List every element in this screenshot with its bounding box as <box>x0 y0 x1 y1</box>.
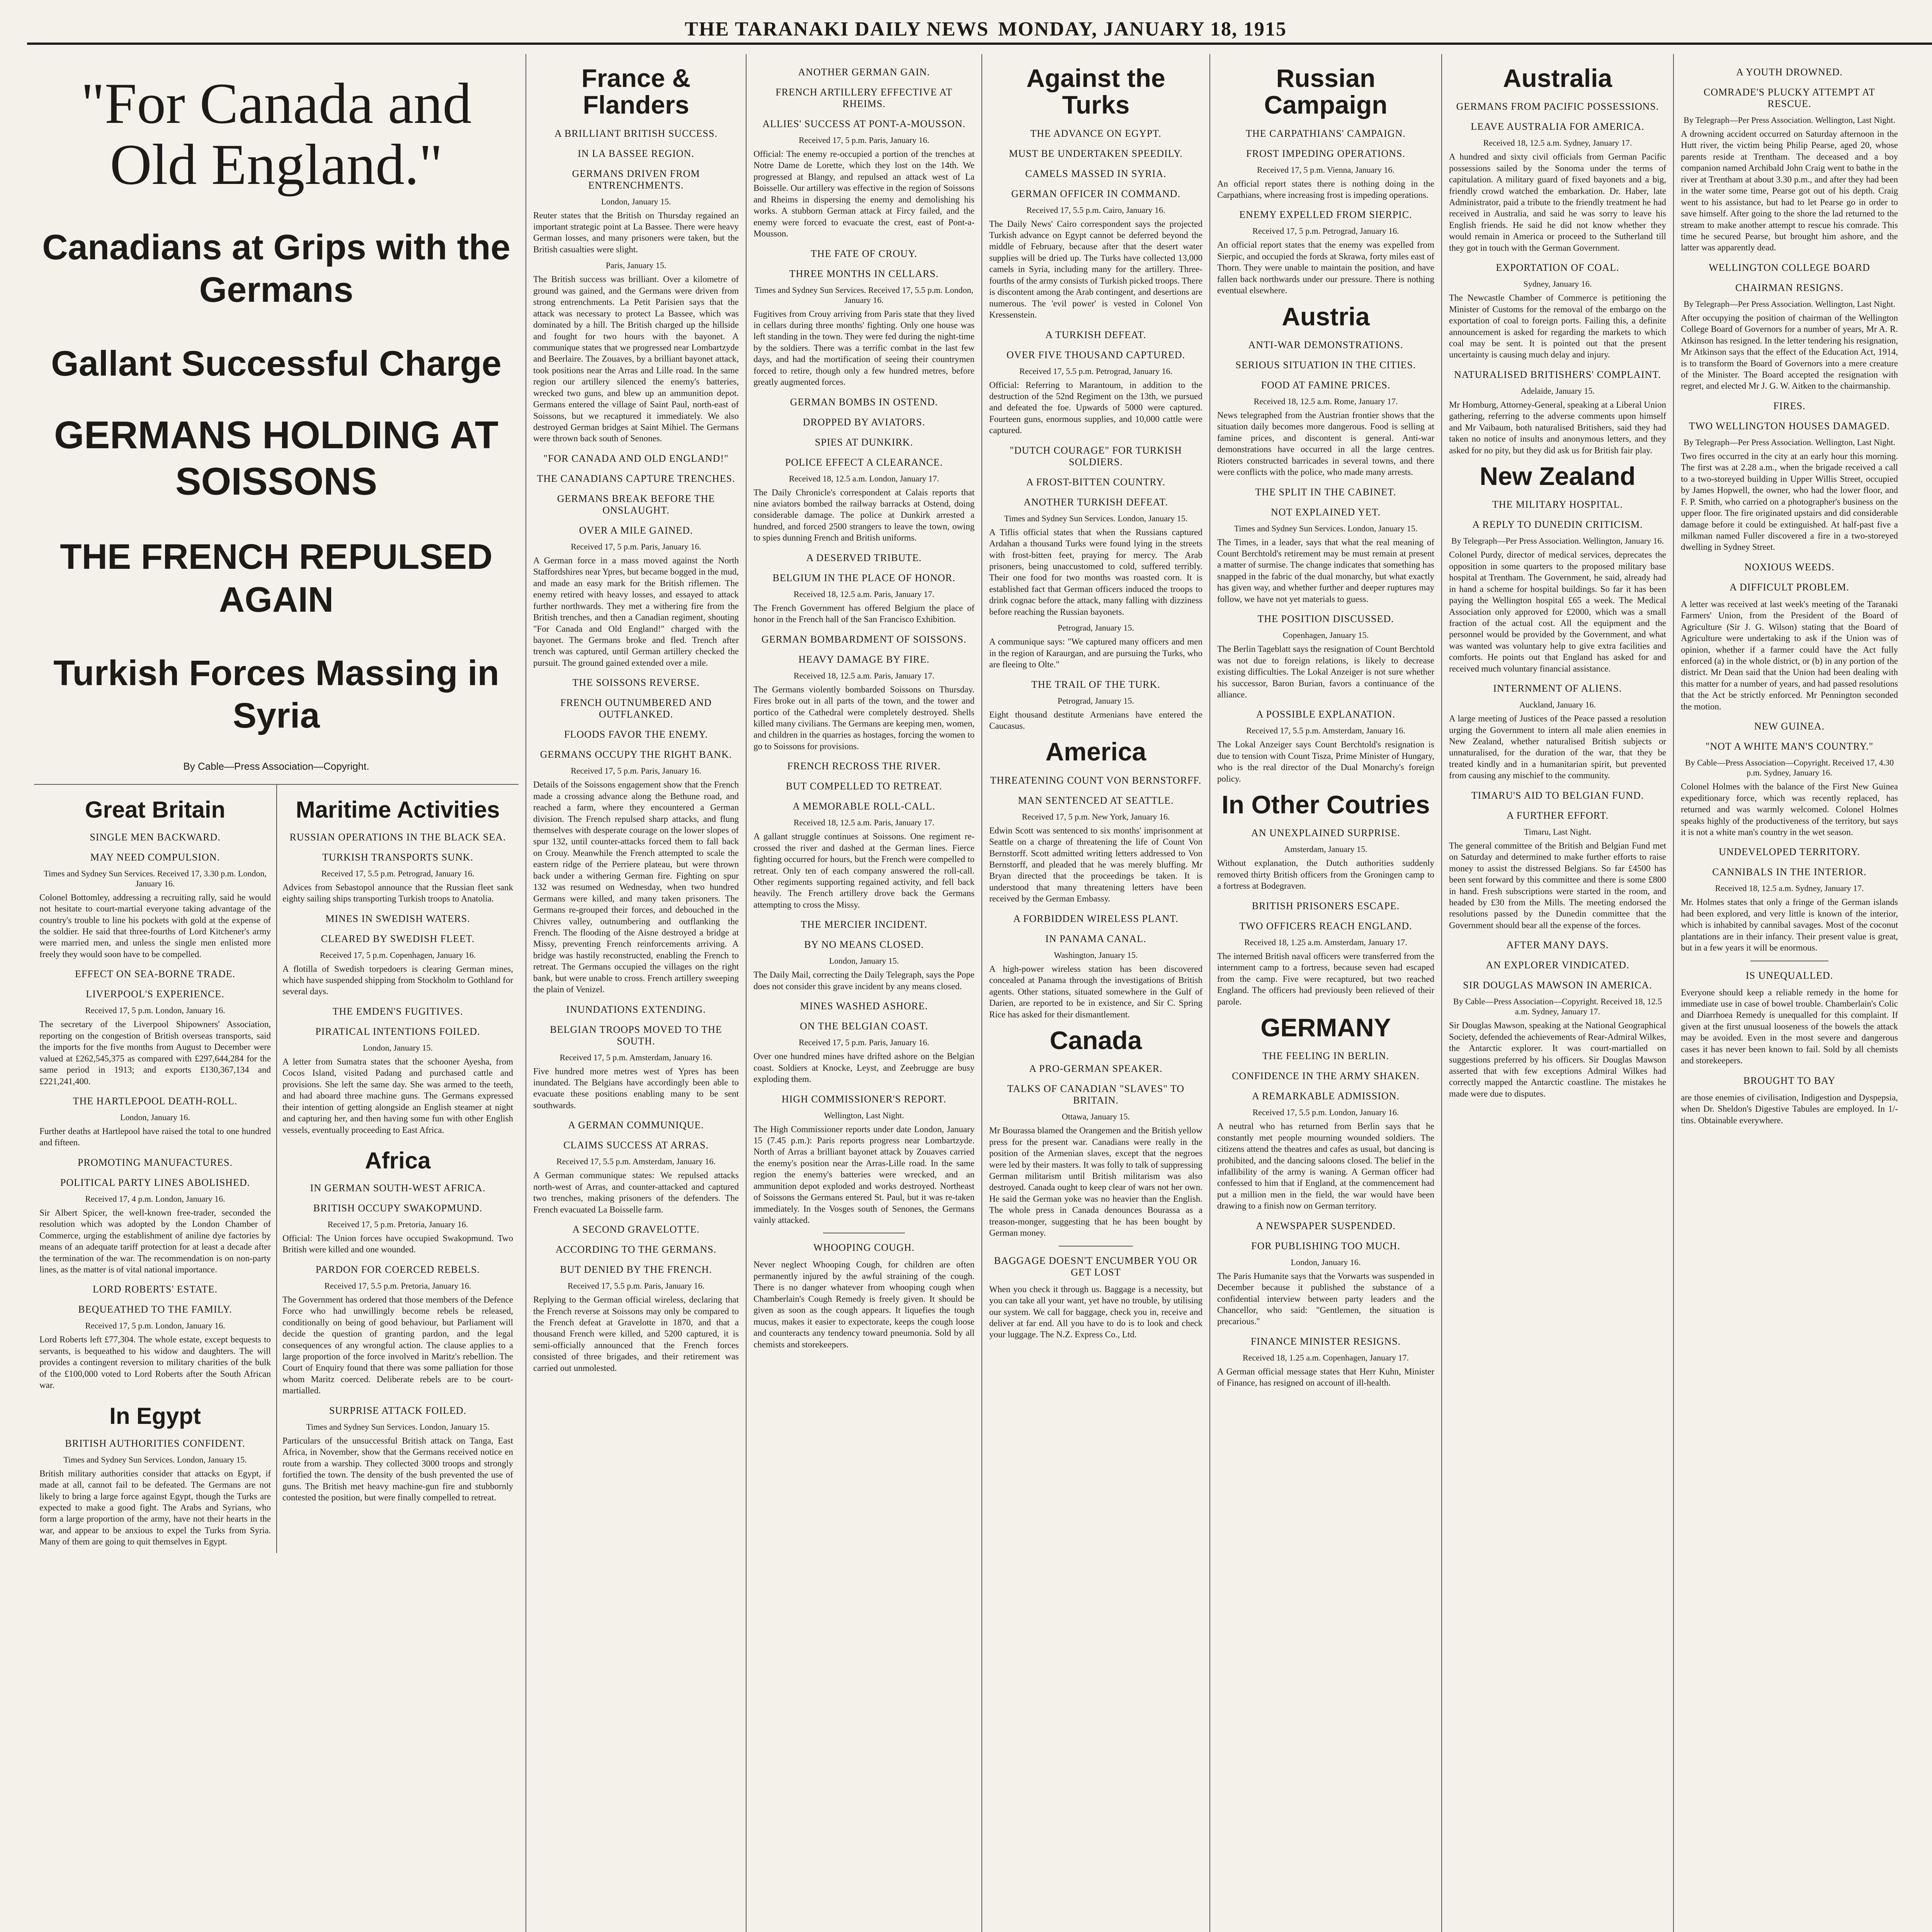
dateline: Received 17, 5 p.m. Pretoria, January 16. <box>327 1219 468 1229</box>
paper-name: THE TARANAKI DAILY NEWS <box>685 18 989 40</box>
subhead: THE CARPATHIANS' CAMPAIGN. <box>1246 128 1406 139</box>
section-title-maritime: Maritime Activities <box>296 796 500 823</box>
article-text: The French Government has offered Belgium the place of honor in the French hall of the San Francisco Exhibition. <box>753 603 975 624</box>
subhead: MINES WASHED ASHORE. <box>800 1000 928 1012</box>
subhead: THE SPLIT IN THE CABINET. <box>1255 486 1396 498</box>
dateline: Times and Sydney Sun Services. Received 17, 3.30 p.m. London, January 16. <box>44 868 267 888</box>
issue-date: MONDAY, JANUARY 18, 1915 <box>998 18 1287 40</box>
subhead: SERIOUS SITUATION IN THE CITIES. <box>1235 359 1416 371</box>
headline-canadians: Canadians at Grips with the Germans <box>42 228 510 310</box>
dateline: London, January 15. <box>601 196 671 206</box>
article-text: Two fires occurred in the city at an early hour this morning. The first was at 2.28 a.m., when the brigade received a call to a two-storeyed building in Upper Willis Street, occupied by James Hopwell, the owner, who had the lower floor, and F. P. Smith, who carried on a photographer's business on the upper floor. The fire originated upstairs and did considerable damage before it could be extinguished. At half-past five a milkman named Fuller discovered a fire in a two-storeyed dwelling in Sydney Street. <box>1681 451 1898 552</box>
subhead: MAN SENTENCED AT SEATTLE. <box>1018 794 1174 806</box>
subhead: RUSSIAN OPERATIONS IN THE BLACK SEA. <box>289 831 506 843</box>
dateline: Received 17, 5.5 p.m. London, January 16. <box>1252 1107 1399 1117</box>
article-text: A letter was received at last week's meeting of the Taranaki Farmers' Union, from the President of the Board of Agriculture (Sir J. G. Wilson) stating that the Board of Agriculture were undertaking to ask if the Union was of opinion, whether if a farmer could have the Act fully enforced (a) in the whole district, or (b) in any portion of the district. Mr Dean said that the Union had been dealing with this matter for a number of years, and had passed resolutions that the Act be strictly enforced. Mr Pennington seconded the motion. <box>1681 599 1898 711</box>
subhead: MUST BE UNDERTAKEN SPEEDILY. <box>1009 148 1183 159</box>
subhead: SURPRISE ATTACK FOILED. <box>329 1405 467 1416</box>
subhead: SIR DOUGLAS MAWSON IN AMERICA. <box>1463 980 1652 991</box>
article-text: The Government has ordered that those members of the Defence Force who had unwillingly become rebels be released, conditionally on being of good behaviour, but Parliament will decide the question of granting pardon, and the legal consequences of any wrongful action. The clause applies to a large proportion of the force involved in Maritz's rebellion. The Court of Enquiry found that there was some palliation for those whom Maritz coerced. Deliberate rebels are to be court-martialled. <box>282 1294 513 1396</box>
subhead: FRENCH OUTNUMBERED AND OUTFLANKED. <box>560 697 712 720</box>
article-text: Over one hundred mines have drifted ashore on the Belgian coast. Soldiers at Knocke, Leyst, and Zeebrugge are busy exploding them. <box>753 1051 975 1084</box>
article-text: A large meeting of Justices of the Peace passed a resolution urging the Government to intern all male alien enemies in New Zealand, whether naturalised British subjects or unnaturalised, for the duration of the war, that they be treated kindly and in a humanitarian spirit, but prevented from causing any mischief to the community. <box>1449 714 1666 781</box>
subhead: GERMANS OCCUPY THE RIGHT BANK. <box>540 749 732 760</box>
ad-headline: WHOOPING COUGH. <box>813 1242 915 1253</box>
subhead: BY NO MEANS CLOSED. <box>804 939 924 951</box>
article-text: A high-power wireless station has been discovered concealed at Panama through the investigations of British agents. Other stations, situated somewhere in the Gulf of Darien, are reported to be in existence, and Sir C. Spring Rice has asked for their dismantlement. <box>989 964 1202 1019</box>
subhead: PARDON FOR COERCED REBELS. <box>315 1264 480 1275</box>
subhead: BEQUEATHED TO THE FAMILY. <box>78 1304 232 1315</box>
subhead: "DUTCH COURAGE" FOR TURKISH SOLDIERS. <box>1010 444 1182 468</box>
subhead: GERMANS BREAK BEFORE THE ONSLAUGHT. <box>557 493 715 516</box>
subhead: IN GERMAN SOUTH-WEST AFRICA. <box>310 1182 486 1194</box>
article-text: An official report states there is nothing doing in the Carpathians, where increasing frost is impeding operations. <box>1217 179 1434 200</box>
dateline: Received 17, 5 p.m. London, January 16. <box>85 1005 225 1015</box>
subhead: COMRADE'S PLUCKY ATTEMPT AT RESCUE. <box>1703 87 1876 109</box>
dateline: Received 17, 5.5 p.m. Pretoria, January 16. <box>324 1281 471 1291</box>
article-text: Colonel Holmes with the balance of the First New Guinea expeditionary force, which was recently replaced, has returned and was warmly welcomed. Colonel Holmes speaks highly of the productiveness of the territory, but says it is not a white man's country in the wet season. <box>1681 782 1898 837</box>
subhead: CLEARED BY SWEDISH FLEET. <box>321 933 475 944</box>
section-title-other-countries: In Other Coutries <box>1221 790 1430 819</box>
subhead: ENEMY EXPELLED FROM SIERPIC. <box>1239 209 1412 221</box>
column-2 <box>526 54 746 1932</box>
subhead: A REPLY TO DUNEDIN CRITICISM. <box>1472 519 1643 531</box>
section-title-canada: Canada <box>1049 1026 1142 1054</box>
subhead: A PRO-GERMAN SPEAKER. <box>1029 1063 1163 1075</box>
dateline: Received 17, 5 p.m. London, January 16. <box>85 1321 225 1331</box>
dateline: Received 17, 5 p.m. Copenhagen, January 16. <box>320 950 476 960</box>
ad-headline: IS UNEQUALLED. <box>1745 969 1833 981</box>
subhead: A REMARKABLE ADMISSION. <box>1252 1090 1400 1102</box>
section-title-against-turks: Against the Turks <box>1026 64 1165 119</box>
subhead: CONFIDENCE IN THE ARMY SHAKEN. <box>1232 1070 1420 1082</box>
headline-charge: Gallant Successful Charge <box>51 344 502 383</box>
article-text: The Newcastle Chamber of Commerce is petitioning the Minister of Customs for the removal of the embargo on the exportation of coal to foreign ports. Failing this, a definite announcement is asked for regarding the markets to which coal may be sent. It is pointed out that the present uncertainty is causing much delay and injury. <box>1449 293 1666 360</box>
dateline: Received 17, 5.5 p.m. Petrograd, January 16. <box>321 868 474 878</box>
subhead: UNDEVELOPED TERRITORY. <box>1719 846 1860 858</box>
dateline: Times and Sydney Sun Services. London, January 15. <box>63 1454 247 1464</box>
dateline: Times and Sydney Sun Services. London, January 15. <box>306 1422 490 1432</box>
dateline: Received 17, 5 p.m. Vienna, January 16. <box>1257 165 1395 175</box>
article-text: Mr Homburg, Attorney-General, speaking at a Liberal Union gathering, referring to the adverse comments upon himself and Mr Vaibaum, both naturalised Britishers, said they had taken no notice of insults and anonymous letters, and they asked for no pity, but they did ask us for British fair play. <box>1449 400 1666 455</box>
subhead: ANTI-WAR DEMONSTRATIONS. <box>1248 339 1403 350</box>
subhead: THE FATE OF CROUY. <box>811 248 917 259</box>
subhead: "NOT A WHITE MAN'S COUNTRY." <box>1705 741 1874 752</box>
dateline: Amsterdam, January 15. <box>1284 844 1367 854</box>
dateline: By Telegraph—Per Press Association. Wellington, January 16. <box>1451 536 1664 546</box>
dateline: Received 17, 5 p.m. Paris, January 16. <box>571 766 701 776</box>
subhead: OVER A MILE GAINED. <box>579 524 693 536</box>
article-text: Colonel Purdy, director of medical services, deprecates the opposition in some quarters to the proposed military base hospital at Trentham. The Government, he said, already had in hand a scheme for hospital buildings. So far it has been paying the Wellington hospital £65 a week. The Medical Association only approved for £2000, which was a small fraction of the actual cost. All the equipment and the personnel would be provided by the Government, and what was wanted was voluntary help to give extra facilities and comforts. He points out that England has asked for and received much voluntary financial assistance. <box>1449 550 1666 673</box>
article-text: A drowning accident occurred on Saturday afternoon in the Hutt river, the victim being Philip Pearse, aged 20, whose parents reside at Trentham. The deceased and a boy companion named Archibald John Craig went to bathe in the river at Trentham at about 3.30 p.m., and after they had been in the water some time, Pearse got out of his depth. Craig went to his assistance, but had to let Pearse go in order to save himself. After going to the shore the lad returned to the stream to make another attempt to rescue his comrade. This time he secured Pearse, but brought him ashore, and the latter was apparently dead. <box>1681 129 1898 253</box>
article-text: The High Commissioner reports under date London, January 15 (7.45 p.m.): Paris reports progress near Lombartzyde. North of Arras a brilliant bayonet attack by Zouaves carried the enemy's position near the Arras-Lille road. In the same region the enemy's batteries were wrecked, and an ammunition depot exploded and works destroyed. Northeast of Soissons the Germans entered St. Paul, but it was re-taken immediately. In the Vosges south of Senones, the Germans vainly attacked. <box>753 1124 975 1225</box>
dateline: Received 18, 12.5 a.m. London, January 17. <box>789 473 939 483</box>
subhead: NOT EXPLAINED YET. <box>1271 506 1381 518</box>
subhead: THE FEELING IN BERLIN. <box>1262 1050 1389 1062</box>
dateline: By Telegraph—Per Press Association. Wellington, Last Night. <box>1684 115 1895 125</box>
subhead: POLICE EFFECT A CLEARANCE. <box>785 456 943 468</box>
subhead: A DESERVED TRIBUTE. <box>806 552 922 563</box>
subhead: FRENCH RECROSS THE RIVER. <box>787 760 941 772</box>
subhead: THE EMDEN'S FUGITIVES. <box>332 1005 463 1017</box>
section-title-great-britain: Great Britain <box>85 796 226 823</box>
main-headline: "For Canada and Old England." <box>81 71 472 197</box>
great-britain-column <box>34 785 276 1553</box>
article-text: A letter from Sumatra states that the schooner Ayesha, from Cocos Island, visited Padang and purchased cattle and provisions. She left the same day. She was armed to the teeth, and had aboard three machine guns. The Germans expressed their intention of getting alongside an English steamer at night and capturing her, and then having some fun with other English vessels, eventually proceeding to East Africa. <box>282 1056 513 1135</box>
dateline: Received 18, 12.5 a.m. Rome, January 17. <box>1253 396 1398 406</box>
ad-text: When you check it through us. Baggage is a necessity, but you can take all your want, yet have no trouble, by utilising our system. We call for baggage, check you in, receive and deliver at far end. All you have to do is to look and check your luggage. The N.Z. Express Co., Ltd. <box>989 1284 1202 1340</box>
subhead: THE MILITARY HOSPITAL. <box>1492 499 1623 510</box>
subhead: THREATENING COUNT VON BERNSTORFF. <box>990 774 1202 786</box>
dateline: Paris, January 15. <box>605 260 667 270</box>
dateline: Received 18, 1.25 a.m. Copenhagen, January 17. <box>1242 1352 1409 1362</box>
dateline: Received 18, 1.25 a.m. Amsterdam, January 17. <box>1244 937 1407 947</box>
column-1 <box>27 54 526 1932</box>
subhead: TWO OFFICERS REACH ENGLAND. <box>1239 920 1412 932</box>
subhead: THE MERCIER INCIDENT. <box>801 919 927 930</box>
subhead: AFTER MANY DAYS. <box>1506 939 1609 951</box>
article-text: Advices from Sebastopol announce that the Russian fleet sank eighty sailing ships transporting Turkish troops to Anatolia. <box>282 882 513 904</box>
subhead: NOXIOUS WEEDS. <box>1744 561 1835 573</box>
dateline: Received 17, 5.5 p.m. Petrograd, January 16. <box>1019 366 1172 376</box>
dateline: Received 17, 4 p.m. London, January 16. <box>85 1194 225 1204</box>
subhead: FOOD AT FAMINE PRICES. <box>1261 379 1391 391</box>
dateline: Wellington, Last Night. <box>824 1110 904 1120</box>
subhead: A FORBIDDEN WIRELESS PLANT. <box>1013 913 1179 924</box>
dateline: Received 17, 5 p.m. Paris, January 16. <box>799 1037 929 1048</box>
dateline: London, January 15. <box>829 956 899 966</box>
subhead: CANNIBALS IN THE INTERIOR. <box>1712 866 1867 878</box>
subhead: TALKS OF CANADIAN "SLAVES" TO BRITAIN. <box>1007 1083 1185 1106</box>
article-text: The Daily News' Cairo correspondent says the projected Turkish advance on Egypt cannot be deferred beyond the middle of February, because after that the desert water supplies will be dried up. The Turks have collected 13,000 camels in Syria, including many for the artillery. Three-fourths of the army consists of Turkish picked troops. There is discontent among the Arab contingent, and desertions are numerous. The 'evil power' is vested in Colonel Von Kressenstein. <box>989 219 1202 320</box>
subhead: FROST IMPEDING OPERATIONS. <box>1246 148 1405 159</box>
subhead: THE CANADIANS CAPTURE TRENCHES. <box>537 473 735 484</box>
article-text: The Paris Humanite says that the Vorwarts was suspended in December because it published the substance of a confidential interview between party leaders and the Chancellor, who said: "Gentlemen, the situation is precarious." <box>1217 1271 1434 1327</box>
subhead: MAY NEED COMPULSION. <box>90 851 220 863</box>
dateline: London, January 16. <box>1291 1257 1361 1267</box>
subhead: ACCORDING TO THE GERMANS. <box>555 1244 717 1255</box>
article-text: The Lokal Anzeiger says Count Berchtold's resignation is due to tension with Count Tisza, Prime Minister of Hungary, who is the real director of the Dual Monarchy's foreign policy. <box>1217 740 1434 784</box>
subhead: FINANCE MINISTER RESIGNS. <box>1250 1335 1401 1347</box>
subhead: A YOUTH DROWNED. <box>1736 66 1843 78</box>
subhead: EFFECT ON SEA-BORNE TRADE. <box>75 968 236 980</box>
article-text: Mr Bourassa blamed the Orangemen and the British yellow press for the present war. Canadians were really in the position of the Armenian slaves, except that the negroes were led by their masters. It was folly to talk of suppressing German militarism until British militarism was also destroyed. Canada ought to keep clear of wars not her own. He said the German yoke was no heavier than the English. The whole press in Canada denounces Bourassa as a treason-monger, suggesting that he has been bought by German money. <box>989 1126 1202 1238</box>
subhead: AN EXPLORER VINDICATED. <box>1486 959 1629 971</box>
subhead: BRITISH OCCUPY SWAKOPMUND. <box>313 1202 483 1214</box>
section-title-russian-campaign: Russian Campaign <box>1264 64 1388 119</box>
dateline: Received 18, 12.5 a.m. Paris, January 17. <box>793 670 935 680</box>
article-text: Official: Referring to Marantoum, in addition to the destruction of the 52nd Regiment on the 13th, we pursued and defeated the foe. Upwards of 5000 were captured. Fourteen guns, enormous supplies, and 10,000 cattle were captured. <box>989 380 1202 435</box>
dateline: Received 17, 5.5 p.m. Amsterdam, January 16. <box>556 1156 716 1167</box>
dateline: Timaru, Last Night. <box>1524 827 1591 837</box>
dateline: Sydney, January 16. <box>1523 279 1592 289</box>
subhead: ON THE BELGIAN COAST. <box>799 1020 929 1032</box>
subhead: GERMAN BOMBS IN OSTEND. <box>790 396 938 408</box>
subhead: FRENCH ARTILLERY EFFECTIVE AT RHEIMS. <box>776 87 952 109</box>
article-text: Sir Douglas Mawson, speaking at the National Geographical Society, defended the achievements of Rear-Admiral Wilkes, the Antarctic explorer. It was court-martialled on suggestions preferred by his officers. Sir Douglas Mawson asserted that with few exceptions Admiral Wilkes had correctly mapped the Antarctic coastline. The mistakes he made were due to disputes. <box>1449 1020 1666 1099</box>
article-text: A communique says: "We captured many officers and men in the region of Karaurgan, and are pursuing the Turks, who are fleeing to Olte." <box>989 637 1202 670</box>
column-4 <box>981 54 1209 1932</box>
article-text: Sir Albert Spicer, the well-known free-trader, seconded the resolution which was adopted by the London Chamber of Commerce, urging the establishment of aniline dye factories by means of an adequate tariff protection for at least a decade after the termination of the war. The recommendation is on non-party lines, as the matter is of vital national importance. <box>39 1208 271 1275</box>
subhead: TURKISH TRANSPORTS SUNK. <box>322 851 474 863</box>
article-text: Edwin Scott was sentenced to six months' imprisonment at Seattle on a charge of threatening the life of Count Von Bernstorff. Scott admitted writing letters addressed to Von Bernstorff, and pleaded that he was merely bluffing. Mr Bryan directed that the proceedings be taken. It is understood that many threatening letters have been received by the German Embassy. <box>989 825 1202 904</box>
article-text: The Berlin Tageblatt says the resignation of Count Berchtold was not due to foreign relations, is likely to decrease existing difficulties. The Lokal Anzeiger is not sure whether his successor, Baron Burian, favors a continuance of the alliance. <box>1217 644 1434 699</box>
article-text: A gallant struggle continues at Soissons. One regiment re-crossed the river and dashed at the German lines. Fierce fighting occurred for hours, but the French were compelled to retreat. Only ten of each company answered the roll-call. Other regiments supporting regained activity, and fell back heavily. The French artillery drove back the Germans attempting to cross the Missy. <box>753 832 975 910</box>
dateline: Received 18, 12.5 a.m. Sydney, January 17. <box>1483 138 1632 148</box>
subhead: NATURALISED BRITISHERS' COMPLAINT. <box>1454 369 1661 380</box>
article-text: Official: The enemy re-occupied a portion of the trenches at Notre Dame de Lorette, which they lost on the 14th. We progressed at Blangy, and repulsed an attack west of La Boisselle. Our artillery was effective in the region of Soissons and Rheims in dispersing the enemy and demolishing his works. A stubborn German attack at Fircy failed, and the enemy were forced to evacuate the crest, east of Pont-a-Mousson. <box>753 149 975 239</box>
section-title-new-zealand: New Zealand <box>1480 462 1636 491</box>
subhead: INTERNMENT OF ALIENS. <box>1493 683 1622 694</box>
subhead: TWO WELLINGTON HOUSES DAMAGED. <box>1689 420 1890 432</box>
section-title-america: America <box>1045 737 1146 766</box>
subhead: LORD ROBERTS' ESTATE. <box>92 1284 218 1295</box>
dateline: Copenhagen, January 15. <box>1282 630 1369 640</box>
subhead: ANOTHER TURKISH DEFEAT. <box>1024 496 1168 508</box>
article-text: British military authorities consider that attacks on Egypt, if made at all, cannot fail to be defeated. The Germans are not likely to bring a large force against Egypt, though the Turks are expected to make a good fight. The Arabs and Syrians, who form a large proportion of the army, have not their hearts in the war, and appear to be anxious to expel the Turks from Syria. Many of them are going to quit themselves in Egypt. <box>39 1468 271 1547</box>
dateline: Auckland, January 16. <box>1519 700 1596 710</box>
dateline: Times and Sydney Sun Services. London, January 15. <box>1234 523 1418 533</box>
subhead: CLAIMS SUCCESS AT ARRAS. <box>563 1139 709 1151</box>
subhead: A POSSIBLE EXPLANATION. <box>1256 709 1396 720</box>
dateline: By Telegraph—Per Press Association. Wellington, Last Night. <box>1684 437 1895 447</box>
article-text: Five hundred more metres west of Ypres has been inundated. The Belgians have accordingly been able to evacuate these positions enabling many to be sent southwards. <box>533 1066 739 1110</box>
maritime-column <box>276 785 519 1553</box>
subhead: WELLINGTON COLLEGE BOARD <box>1709 262 1870 273</box>
section-title-egypt: In Egypt <box>109 1403 201 1429</box>
byline: By Cable—Press Association—Copyright. <box>183 760 369 772</box>
article-text: The Daily Mail, correcting the Daily Telegraph, says the Pope does not consider this grave incident by any means closed. <box>753 970 975 991</box>
dateline: Received 17, 5.5 p.m. Amsterdam, January 16. <box>1246 726 1405 736</box>
subhead: LEAVE AUSTRALIA FOR AMERICA. <box>1471 121 1645 133</box>
section-title-austria: Austria <box>1282 302 1370 331</box>
dateline: Received 17, 5 p.m. New York, January 16. <box>1022 811 1170 821</box>
subhead: GERMAN OFFICER IN COMMAND. <box>1011 188 1180 199</box>
subhead: PIRATICAL INTENTIONS FOILED. <box>315 1026 480 1037</box>
article-text: Reuter states that the British on Thursday regained an important strategic point at La Bassee. There were heavy German losses, and many prisoners were taken, but the British casualties were slight. <box>533 210 739 254</box>
subhead: LIVERPOOL'S EXPERIENCE. <box>86 988 224 1000</box>
article-text: A neutral who has returned from Berlin says that he constantly met people mourning wounded soldiers. The citizens attend the theatres and cafes as usual, but dancing is prohibited, and the dancing saloons closed. The belief in the infallibility of the army is waning. A German officer had confessed to him that if England, at the commencement had put a million men in the field, the war would have been drawing to a finish now on German territory. <box>1217 1121 1434 1211</box>
article-text: Official: The Union forces have occupied Swakopmund. Two British were killed and one wounded. <box>282 1233 513 1255</box>
dateline: Times and Sydney Sun Services. London, January 15. <box>1004 513 1188 523</box>
ad-text: Never neglect Whooping Cough, for children are often permanently injured by the awful straining of the cough. There is no danger whatever from whooping cough when Chamberlain's Cough Remedy is freely given. It should be given as soon as the cough appears. It liquefies the tough mucus, makes it easier to expectorate, keeps the cough loose and counteracts any tendency toward pneumonia. Sold by all chemists and storekeepers. <box>753 1260 975 1349</box>
subhead: A MEMORABLE ROLL-CALL. <box>793 801 935 812</box>
subhead: HEAVY DAMAGE BY FIRE. <box>798 653 930 665</box>
dateline: Received 18, 12.5 a.m. Sydney, January 17. <box>1715 883 1864 893</box>
dateline: Times and Sydney Sun Services. Received 17, 5.5 p.m. London, January 16. <box>755 285 973 305</box>
dateline: By Cable—Press Association—Copyright. Received 18, 12.5 a.m. Sydney, January 17. <box>1453 997 1662 1017</box>
section-title-germany: GERMANY <box>1260 1013 1391 1042</box>
subhead: SINGLE MEN BACKWARD. <box>90 831 221 843</box>
subhead: BUT COMPELLED TO RETREAT. <box>786 781 942 792</box>
dateline: London, January 16. <box>120 1112 190 1122</box>
subhead: FOR PUBLISHING TOO MUCH. <box>1251 1240 1400 1252</box>
subhead: ALLIES' SUCCESS AT PONT-A-MOUSSON. <box>762 118 966 129</box>
dateline: London, January 15. <box>363 1043 433 1053</box>
column-6 <box>1441 54 1673 1932</box>
subhead: THREE MONTHS IN CELLARS. <box>789 268 939 279</box>
dateline: Received 18, 12.5 a.m. Paris, January 17. <box>793 589 935 599</box>
article-text: Replying to the German official wireless, declaring that the French reverse at Soissons may only be compared to the French defeat at Gravelotte in 1870, and that a thousand French were killed, and 5200 captured, it is semi-officially announced that the French forces consisted of three brigades, and their retirement was carried out unmolested. <box>533 1295 739 1373</box>
subhead: EXPORTATION OF COAL. <box>1496 262 1619 274</box>
subhead: INUNDATIONS EXTENDING. <box>566 1003 706 1015</box>
article-text: The Times, in a leader, says that what the real meaning of Count Berchtold's retirement may be must remain at present a matter of surmise. The change indicates that something has snapped in the fabric of the dual monarchy, but what exactly has given way, and whether further and deeper ruptures may follow, we have not yet materials to guess. <box>1217 537 1434 604</box>
article-text: A flotilla of Swedish torpedoers is clearing German mines, which have suspended shipping from Stockholm to Gothland for several days. <box>282 964 513 997</box>
article-text: Eight thousand destitute Armenians have entered the Caucasus. <box>989 709 1202 731</box>
dateline: Washington, January 15. <box>1054 950 1138 960</box>
article-text: The Germans violently bombarded Soissons on Thursday. Fires broke out in all parts of the town, and the tower and portico of the Cathedral were completely destroyed. Shells killed many civilians. The Germans are keeping men, women, and children in the quarries as hostages, forcing the women to go to Soissons for provisions. <box>753 684 975 751</box>
subhead: PROMOTING MANUFACTURES. <box>77 1156 233 1168</box>
subhead: TIMARU'S AID TO BELGIAN FUND. <box>1471 789 1644 801</box>
subhead: BUT DENIED BY THE FRENCH. <box>560 1264 712 1276</box>
article-text: The Daily Chronicle's correspondent at Calais reports that nine aviators bombed the railway barracks at Ostend, doing considerable damage. The police at Dunkirk arrested a hundred, and forced 2500 strangers to leave the town, owing to spies dunning French and British uniforms. <box>753 487 975 543</box>
dateline: Ottawa, January 15. <box>1062 1112 1130 1122</box>
subhead: BRITISH AUTHORITIES CONFIDENT. <box>65 1437 245 1449</box>
subhead: OVER FIVE THOUSAND CAPTURED. <box>1006 349 1185 361</box>
dateline: Adelaide, January 15. <box>1520 386 1595 396</box>
article-text: The secretary of the Liverpool Shipowners' Association, reporting on the congestion of British overseas transports, said the imports for the five months from August to December were valued at £262,545,375 as compared with £297,644,284 for the same period in 1913; and exports £130,367,134 and £221,241,400. <box>39 1019 271 1086</box>
subhead: A SECOND GRAVELOTTE. <box>572 1224 700 1235</box>
article-text: A hundred and sixty civil officials from German Pacific possessions sailed by the Sonoma under the terms of capitulation. A military guard of fixed bayonets and a big, friendly crowd watched the embarkation. Dr. Haber, late Administrator, paid a tribute to the friendly treatment he had received in Australia, and said he was sorry to leave his English friends. He said he did not know whether they would remain in America or proceed to the Sutherland till they got in touch with the German Government. <box>1449 152 1666 253</box>
subhead: GERMANS FROM PACIFIC POSSESSIONS. <box>1456 101 1659 112</box>
ad-headline: BAGGAGE DOESN'T ENCUMBER YOU OR GET LOST <box>994 1255 1198 1278</box>
dateline: Received 17, 5 p.m. Paris, January 16. <box>571 541 701 551</box>
subhead: MINES IN SWEDISH WATERS. <box>325 913 470 924</box>
subhead: THE ADVANCE ON EGYPT. <box>1030 128 1162 139</box>
section-title-france-flanders: France & Flanders <box>581 64 691 119</box>
subhead: POLITICAL PARTY LINES ABOLISHED. <box>60 1177 250 1188</box>
article-text: An official report states that the enemy was expelled from Sierpic, and occupied the fords at Skrawa, forty miles east of Thorn. They were unable to maintain the position, and have fallen back northwards under our pressure. There is nothing eventual elsewhere. <box>1217 240 1434 296</box>
subhead: A DIFFICULT PROBLEM. <box>1730 581 1849 593</box>
subhead: GERMAN BOMBARDMENT OF SOISSONS. <box>761 633 967 645</box>
subhead: THE TRAIL OF THE TURK. <box>1031 679 1160 690</box>
section-title-africa: Africa <box>365 1147 431 1173</box>
subhead: A FURTHER EFFORT. <box>1506 810 1609 821</box>
article-text: Fugitives from Crouy arriving from Paris state that they lived in cellars during three months' fighting. Only one house was left standing in the town. They were fed during the night-time by the soldiers. There was a terrific combat in the last few days, and had the mortification of seeing their countrymen forced to retire, though only a few hundred metres, before greatly augmented forces. <box>753 309 975 387</box>
subhead: THE SOISSONS REVERSE. <box>572 677 700 689</box>
headline-turkish: Turkish Forces Massing in Syria <box>53 653 499 736</box>
article-text: The general committee of the British and Belgian Fund met on Saturday and determined to make further efforts to raise money to assist the distressed Belgians. So far £4500 has been sent forward by this committee and there is some £800 in hand. Fresh subscriptions were started in the room, and headed by £30 from the Mills. The meeting endorsed the resolutions passed by the Dunedin committee that the Government should bear all the expense of the forces. <box>1449 840 1666 930</box>
article-text: Mr. Holmes states that only a fringe of the German islands had been explored, and very little is known of the interior, which is inhabited by cannibal savages. Most of the coconut plantations are in their infancy. Their present value is great, but in a few years it will be enormous. <box>1681 897 1898 953</box>
subhead: A NEWSPAPER SUSPENDED. <box>1256 1220 1396 1231</box>
article-text: Colonel Bottomley, addressing a recruiting rally, said he would not hesitate to court-martial everyone taking advantage of the country's trouble to line his pockets with gold at the expense of the soldier. He said that three-fourths of Lord Kitchener's army were married men, and unless the single men enlisted more freely they would soon have to be compelled. <box>39 892 271 959</box>
dateline: By Telegraph—Per Press Association. Wellington, Last Night. <box>1684 299 1895 309</box>
dateline: Received 17, 5 p.m. Amsterdam, January 16. <box>560 1052 713 1062</box>
article-text: A German force in a mass moved against the North Staffordshires near Ypres, but became bogged in the mud, and made an easy mark for the British riflemen. The enemy retired with heavy losses, and essayed to attack further northwards. They met a withering fire from the British trenches, and then a Canadian regiment, shouting "For Canada and Old England!" charged with the bayonet. The Germans broke and fled. Trench after trench was captured, until German artillery checked the pursuit. The ground gained extended over a mile. <box>533 555 739 668</box>
article-text: A Tiflis official states that when the Russians captured Ardahan a thousand Turks were found lying in the streets with frost-bitten feet, praying for mercy. The Arab prisoners, being unaccustomed to cold, suffered terribly. Their one food for two months was roasted corn. It is established fact that German officers induced the troops to drink cognac before the attack, many falling with dizziness before reaching the Russian bayonets. <box>989 527 1202 617</box>
subhead: BELGIAN TROOPS MOVED TO THE SOUTH. <box>550 1024 722 1047</box>
subhead: THE HARTLEPOOL DEATH-ROLL. <box>73 1095 238 1107</box>
dateline: By Cable—Press Association—Copyright. Received 17, 4.30 p.m. Sydney, January 16. <box>1685 758 1894 778</box>
article-text: After occupying the position of chairman of the Wellington College Board of Governors for a number of years, Mr A. R. Atkinson has resigned. In the letter tendering his resignation, Mr Atkinson says that the effect of the Education Act, 1914, is to transform the Board of Governors into a mere creature of the Minister. The Board accepted the resignation with regret, and elected Mr J. G. W. Aitken to the chairmanship. <box>1681 313 1898 391</box>
dateline: Petrograd, January 15. <box>1058 623 1134 633</box>
section-title-australia: Australia <box>1503 64 1612 92</box>
column-7 <box>1673 54 1905 1932</box>
subhead: CHAIRMAN RESIGNS. <box>1735 282 1844 293</box>
masthead <box>27 15 1932 45</box>
column-3 <box>746 54 981 1932</box>
headline-french: THE FRENCH REPULSED AGAIN <box>60 537 493 619</box>
article-text: A German communique states: We repulsed attacks north-west of Arras, and counter-attacked and captured two trenches, making prisoners of the defenders. The French evacuated La Boisselle farm. <box>533 1170 739 1214</box>
column-5 <box>1209 54 1441 1932</box>
headline-soissons: GERMANS HOLDING AT SOISSONS <box>54 413 498 503</box>
subhead: "FOR CANADA AND OLD ENGLAND!" <box>543 452 729 464</box>
dateline: Received 17, 5.5 p.m. Cairo, January 16. <box>1026 205 1165 215</box>
dateline: Received 18, 12.5 a.m. Paris, January 17. <box>793 818 935 828</box>
article-text: Lord Roberts left £77,304. The whole estate, except bequests to servants, is bequeathed to his widow and daughters. The will provides a contingent reversion to military charities of the bulk of the £100,000 voted to Lord Roberts after the South African war. <box>39 1335 271 1390</box>
dateline: Received 17, 5 p.m. Petrograd, January 16. <box>1252 226 1399 236</box>
subhead: IN PANAMA CANAL. <box>1045 933 1146 944</box>
subhead: ANOTHER GERMAN GAIN. <box>798 66 930 78</box>
subhead: BELGIUM IN THE PLACE OF HONOR. <box>772 572 956 583</box>
subhead: CAMELS MASSED IN SYRIA. <box>1025 168 1167 179</box>
article-text: Details of the Soissons engagement show that the French made a crossing advance along the Bethune road, and reached a farm, where they encountered a German division. The French repulsed sharp attacks, and flung themselves with desperate courage on the lower slopes of spur 132, until counter-attacks forced them to fall back on Crouy. Meanwhile the French attempted to scale the eastern ridge of the Perriere plateau, but were thrown back under a withering German fire. Fighting on spur 132 was resumed on Wednesday, when two hundred Germans were killed, and many taken prisoners. The Germans re-grouped their forces, and debouched in the Chivres valley, outnumbering and outflanking the French. The flooding of the Aisne destroyed a bridge at Missy, preventing French reinforcements arriving. A bridge was hastily reconstructed, enabling the French to retreat. The Germans occupied the villages on the right bank, but were unable to cross. French artillery sweeping the plain of Venizel. <box>533 780 739 995</box>
ad-text: are those enemies of civilisation, Indigestion and Dyspepsia, when Dr. Sheldon's Digestive Tabules are employed. In 1/- tins. Obtainable everywhere. <box>1681 1092 1898 1125</box>
article-text: News telegraphed from the Austrian frontier shows that the situation daily becomes more dangerous. Food is selling at famine prices, and discontent is general. Anti-war demonstrations have occurred in all the large centres. Rioters constructed barricades in several towns, and there were conflicts with the police, who made many arrests. <box>1217 410 1434 477</box>
subhead: SPIES AT DUNKIRK. <box>815 436 913 448</box>
columns <box>27 54 1932 1932</box>
ad-headline: BROUGHT TO BAY <box>1743 1075 1836 1086</box>
subhead: DROPPED BY AVIATORS. <box>803 416 925 428</box>
subhead: BRITISH PRISONERS ESCAPE. <box>1252 900 1400 912</box>
subhead: THE POSITION DISCUSSED. <box>1257 613 1394 625</box>
article-text: The British success was brilliant. Over a kilometre of ground was gained, and the Germans were driven from strong entrenchments. La Petit Parisien says that the attack was necessary to protect La Bassee, which was dominated by a hill. The British charged up the hillside and fought for two hours with the bayonet. A communique states that we progressed near Lombartzyde and Beerlaire. The Zouaves, by a brilliant bayonet attack, took positions near the Arras and Lille road. In the same region our artillery silenced the enemy's batteries, wrecked two guns, and blew up an ammunition depot. Germans entered the village of Saint Paul, north-east of Soissons, but we recaptured it immediately. We also destroyed German bridges at Saint Mihiel. The Germans were thrown back south of Senones. <box>533 274 739 444</box>
dateline: Received 17, 5 p.m. Paris, January 16. <box>799 135 929 145</box>
subhead: A GERMAN COMMUNIQUE. <box>568 1119 704 1131</box>
article-text: Further deaths at Hartlepool have raised the total to one hundred and fifteen. <box>39 1126 271 1148</box>
subhead: GERMANS DRIVEN FROM ENTRENCHMENTS. <box>572 168 700 191</box>
dateline: Petrograd, January 15. <box>1058 696 1134 706</box>
dateline: Received 17, 5.5 p.m. Paris, January 16. <box>567 1281 705 1291</box>
subhead: NEW GUINEA. <box>1754 721 1825 732</box>
subhead: A TURKISH DEFEAT. <box>1045 329 1146 340</box>
subhead: A BRILLIANT BRITISH SUCCESS. <box>554 128 718 139</box>
ad-text: Everyone should keep a reliable remedy in the home for immediate use in case of bowel trouble. Chamberlain's Colic and Diarrhoea Remedy is unequalled for this complaint. If given at the first unusual looseness of the bowels the attack may be avoided. Even in the most severe and dangerous cases it has never been known to fail. Sold by all chemists and storekeepers. <box>1681 987 1898 1066</box>
article-text: A German official message states that Herr Kuhn, Minister of Finance, has resigned on account of ill-health. <box>1217 1366 1434 1388</box>
subhead: IN LA BASSEE REGION. <box>578 148 694 159</box>
subhead: FIRES. <box>1773 400 1806 412</box>
column-1-split <box>34 784 519 1553</box>
divider <box>1059 1246 1133 1247</box>
subhead: A FROST-BITTEN COUNTRY. <box>1026 476 1166 488</box>
article-text: Particulars of the unsuccessful British attack on Tanga, East Africa, in November, show that the Germans received notice en route from a warship. They collected 3000 troops and strongly fortified the town. The density of the bush prevented the use of guns. The British met heavy machine-gun fire and stubbornly contested the position, but were finally compelled to retreat. <box>282 1435 513 1502</box>
subhead: HIGH COMMISSIONER'S REPORT. <box>781 1093 947 1105</box>
article-text: Without explanation, the Dutch authorities suddenly removed thirty British officers from the Groningen camp to a fortress at Bodegraven. <box>1217 858 1434 891</box>
subhead: AN UNEXPLAINED SURPRISE. <box>1251 827 1400 839</box>
subhead: FLOODS FAVOR THE ENEMY. <box>564 729 708 740</box>
article-text: The interned British naval officers were transferred from the internment camp to a fortress, because seven had escaped from the camp. Five were recaptured, but two reached England. The officers had previously been relieved of their parole. <box>1217 951 1434 1007</box>
